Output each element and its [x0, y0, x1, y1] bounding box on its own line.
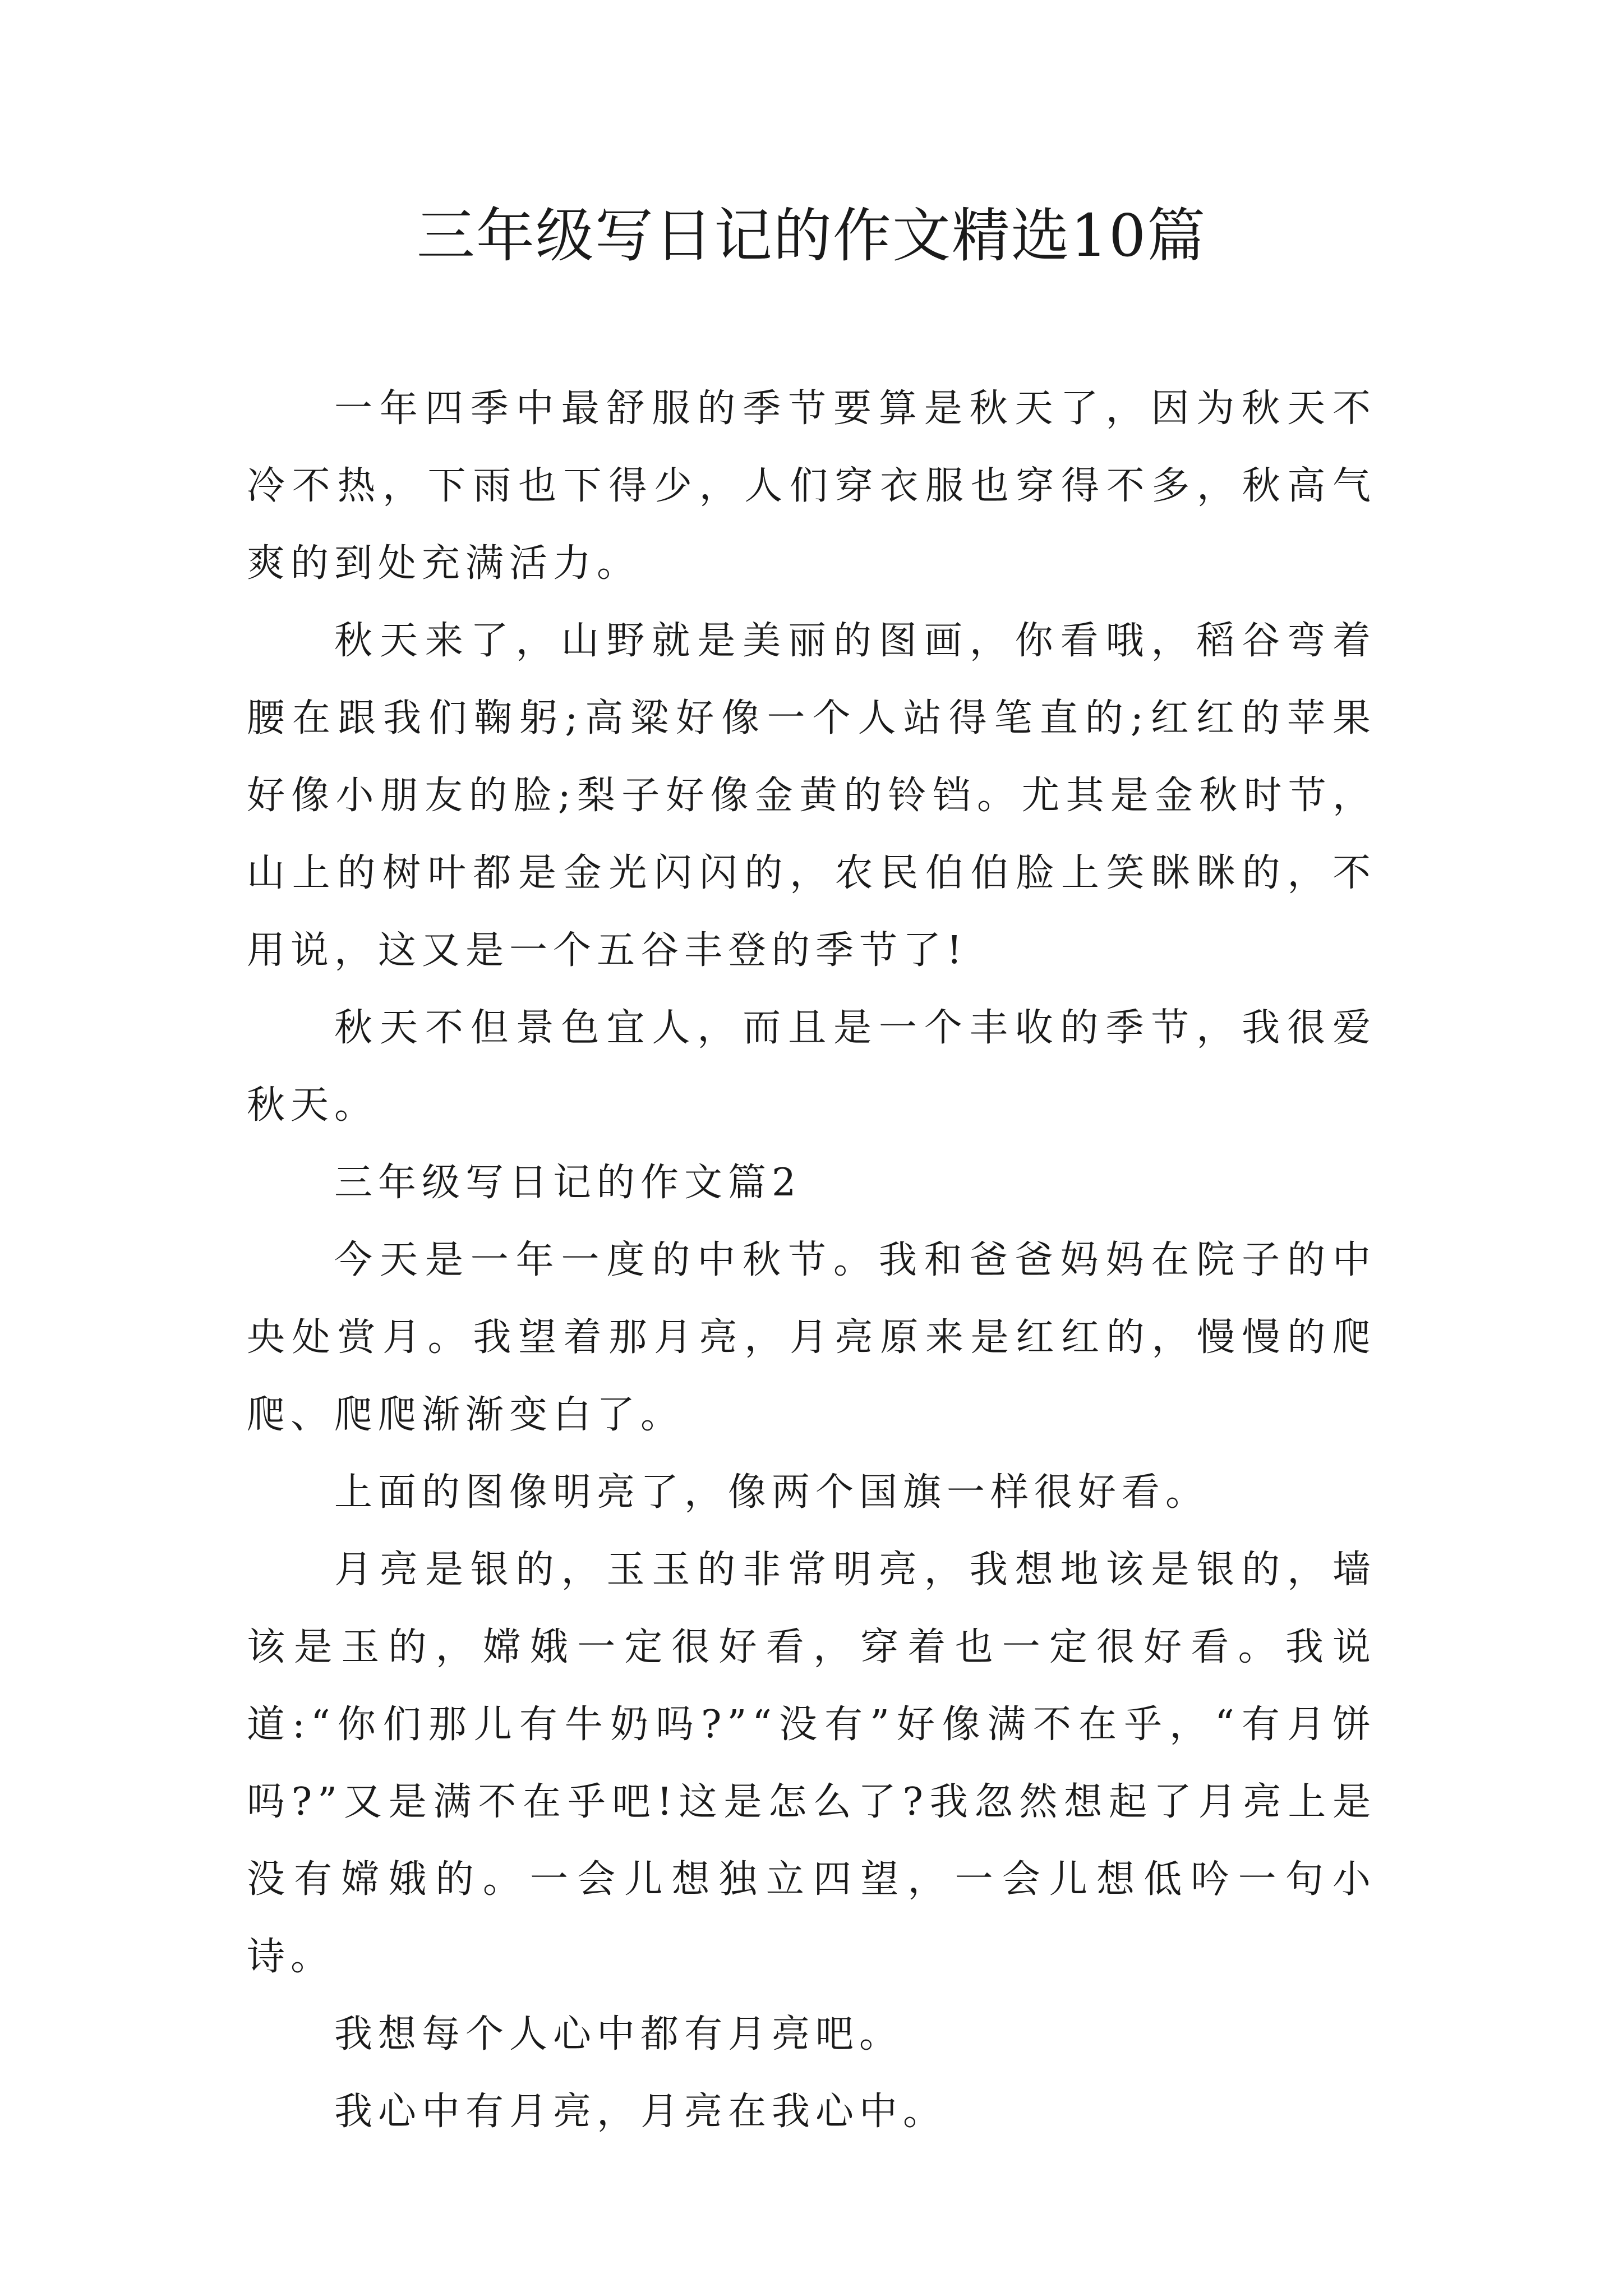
document-title: 三年级写日记的作文精选10篇: [416, 201, 1207, 270]
section-heading-2: 三年级写日记的作文篇2: [334, 1161, 802, 1205]
paragraph-2: 秋天来了，山野就是美丽的图画，你看哦，稻谷弯着腰在跟我们鞠躬;高粱好像一个人站得笔直的;红红的苹果好像小朋友的脸;梨子好像金黄的铃铛。尤其是金秋时节，山上的树叶都是金光闪闪的，农民伯伯脸上笑眯眯的，不用说，这又是一个五谷丰登的季节了!: [247, 619, 1376, 973]
paragraph-7: 我想每个人心中都有月亮吧。: [334, 2012, 903, 2056]
paragraph-5: 上面的图像明亮了，像两个国旗一样很好看。: [334, 1470, 1210, 1515]
paragraph-1: 一年四季中最舒服的季节要算是秋天了，因为秋天不冷不热，下雨也下得少，人们穿衣服也穿得不多，秋高气爽的到处充满活力。: [247, 386, 1376, 586]
paragraph-4: 今天是一年一度的中秋节。我和爸爸妈妈在院子的中央处赏月。我望着那月亮，月亮原来是红红的，慢慢的爬爬、爬爬渐渐变白了。: [247, 1238, 1376, 1437]
document-body: [247, 370, 1376, 2151]
paragraph-6: 月亮是银的，玉玉的非常明亮，我想地该是银的，墙该是玉的，嫦娥一定很好看，穿着也一定很好看。我说道:“你们那儿有牛奶吗?”“没有”好像满不在乎，“有月饼吗?”又是满不在乎吧!这是怎么了?我忽然想起了月亮上是没有嫦娥的。一会儿想独立四望，一会儿想低吟一句小诗。: [247, 1548, 1376, 1979]
paragraph-8: 我心中有月亮，月亮在我心中。: [334, 2090, 947, 2134]
paragraph-3: 秋天不但景色宜人，而且是一个丰收的季节，我很爱秋天。: [247, 1006, 1376, 1128]
